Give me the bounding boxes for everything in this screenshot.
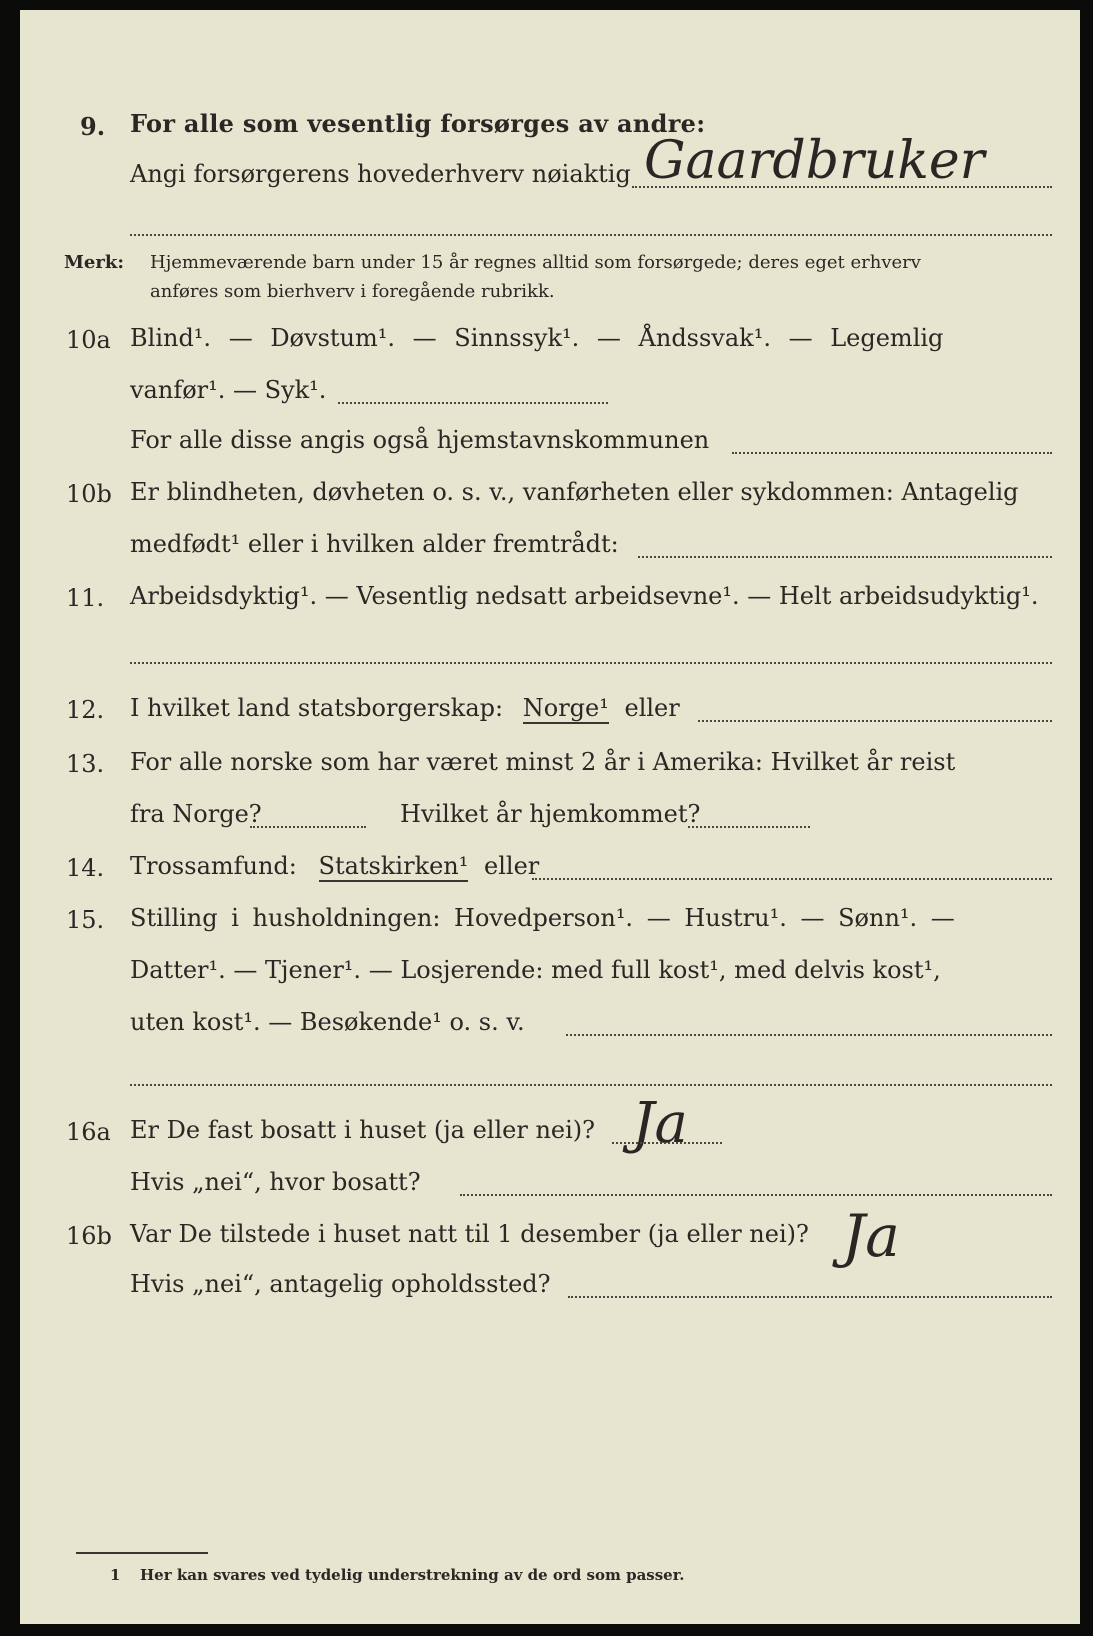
q12-country-line [698,720,1052,722]
census-form-page [20,10,1080,1624]
svg-text:Gaardbruker: Gaardbruker [644,131,985,191]
q13-hjemkommet-line [688,826,810,828]
q12-prefix: I hvilket land statsborgerskap: [130,694,504,722]
q16a-line1: Er De fast bosatt i huset (ja eller nei)? [130,1116,596,1144]
q10a-syk-line [338,402,608,404]
q16b-line2: Hvis „nei“, antagelig opholdssted? [130,1270,551,1298]
q12-option-norge: Norge¹ [522,694,609,722]
q15-line1: Stilling i husholdningen: Hovedperson¹. — Hustru¹. — Sønn¹. — [130,904,955,932]
q10b-alder-line [638,556,1052,558]
svg-text:Ja: Ja [842,1202,900,1270]
q10b-number: 10b [66,480,112,508]
q12-line [130,696,680,720]
q14-number: 14. [66,854,105,882]
q10b-line1: Er blindheten, døvheten o. s. v., vanførheten eller sykdommen: Antagelig [130,478,1019,506]
q16b-handwritten-answer [832,1186,1032,1296]
q14-option-statskirken: Statskirken¹ [318,852,469,880]
merk-label: Merk: [64,252,124,273]
q16a-answer-line [612,1142,722,1144]
q10a-line3: For alle disse angis også hjemstavnskommunen [130,426,710,454]
footnote-rule [76,1552,208,1554]
q12-number: 12. [66,696,105,724]
q14-trossamfund-line [532,878,1052,880]
footnote-mark: 1 [110,1566,121,1584]
q13-reist-line [250,826,366,828]
q9-blank-line [130,234,1052,236]
q16a-line2: Hvis „nei“, hvor bosatt? [130,1168,421,1196]
q15-stilling-line [566,1034,1052,1036]
q13-line1: For alle norske som har været minst 2 år i Amerika: Hvilket år reist [130,748,956,776]
q16a-handwritten-answer [626,1076,776,1166]
q13-line2b: Hvilket år hjemkommet? [400,800,701,828]
q15-blank-line [130,1084,1052,1086]
q15-line2: Datter¹. — Tjener¹. — Losjerende: med full kost¹, med delvis kost¹, [130,956,941,984]
q9-number: 9. [80,112,106,141]
q11-line1: Arbeidsdyktig¹. — Vesentlig nedsatt arbeidsevne¹. — Helt arbeidsudyktig¹. [130,582,1039,610]
q10b-line2: medfødt¹ eller i hvilken alder fremtrådt: [130,530,619,558]
q9-line2: Angi forsørgerens hovederhverv nøiaktig [130,160,631,188]
q14-suffix: eller [484,852,540,880]
merk-line1: Hjemmeværende barn under 15 år regnes alltid som forsørgede; deres eget erhverv [150,252,921,273]
q14-prefix: Trossamfund: [130,852,297,880]
q9-handwritten-answer [638,100,985,200]
footnote-text: Her kan svares ved tydelig understrekning av de ord som passer. [140,1566,685,1584]
q10a-kommune-line [732,452,1052,454]
svg-text:Ja: Ja [632,1091,688,1156]
q9-line1: For alle som vesentlig forsørges av andre: [130,109,706,138]
q11-number: 11. [66,584,105,612]
q16b-line1: Var De tilstede i huset natt til 1 desember (ja eller nei)? [130,1220,809,1248]
q15-number: 15. [66,906,105,934]
q10a-line1: Blind¹. — Døvstum¹. — Sinnssyk¹. — Åndssvak¹. — Legemlig [130,324,944,352]
q15-line3: uten kost¹. — Besøkende¹ o. s. v. [130,1008,525,1036]
merk-line2: anføres som bierhverv i foregående rubrikk. [150,281,555,302]
q16a-number: 16a [66,1118,111,1146]
q11-blank-line [130,662,1052,664]
q12-suffix: eller [624,694,680,722]
q16b-opholdssted-line [568,1296,1052,1298]
q10a-line2: vanfør¹. — Syk¹. [130,376,327,404]
q14-line [130,854,539,878]
q13-line2a: fra Norge? [130,800,262,828]
q16b-number: 16b [66,1222,112,1250]
q10a-number: 10a [66,326,111,354]
q13-number: 13. [66,750,105,778]
